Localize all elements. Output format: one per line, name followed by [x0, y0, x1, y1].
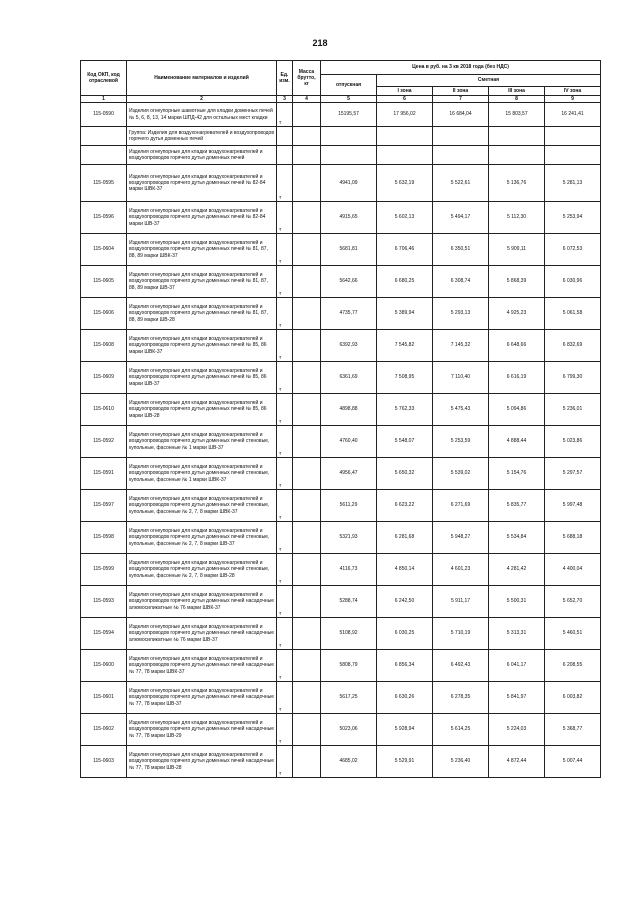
- row-mass: [293, 682, 321, 714]
- row-mass: [293, 458, 321, 490]
- row-release-price: 5617,25: [321, 682, 377, 714]
- header-code: Код ОКП, код отраслевой: [81, 61, 127, 96]
- table-row: [81, 522, 601, 554]
- row-name: Изделия огнеупорные для кладки воздухонагревателей и воздухопроводов горячего дутья доменных печей № 81, 87, 88, 89 марки ШВ-28: [127, 298, 277, 330]
- row-code: 115-0592: [81, 426, 127, 458]
- col-number: 3: [277, 96, 293, 103]
- row-zone-2-price: [433, 146, 489, 165]
- row-zone-1-price: 4 850,14: [377, 554, 433, 586]
- table-row: [81, 394, 601, 426]
- row-zone-3-price: 15 803,57: [489, 103, 545, 127]
- row-release-price: 4735,77: [321, 298, 377, 330]
- row-mass: [293, 146, 321, 165]
- row-zone-2-price: 5 494,17: [433, 202, 489, 234]
- row-zone-1-price: 5 602,13: [377, 202, 433, 234]
- row-zone-3-price: [489, 146, 545, 165]
- row-zone-4-price: 5 368,77: [545, 714, 601, 746]
- table-row: [81, 458, 601, 490]
- row-code: 115-0606: [81, 298, 127, 330]
- table-row: [81, 490, 601, 522]
- table-row: [81, 298, 601, 330]
- row-unit: т: [277, 490, 293, 522]
- row-zone-2-price: 5 293,13: [433, 298, 489, 330]
- row-zone-4-price: 5 688,18: [545, 522, 601, 554]
- row-zone-2-price: 5 710,19: [433, 618, 489, 650]
- row-zone-3-price: 4 925,23: [489, 298, 545, 330]
- row-zone-3-price: 5 154,76: [489, 458, 545, 490]
- row-code: 115-0595: [81, 165, 127, 202]
- row-zone-1-price: 5 548,07: [377, 426, 433, 458]
- row-unit: т: [277, 234, 293, 266]
- row-unit: [277, 146, 293, 165]
- row-zone-1-price: 5 762,33: [377, 394, 433, 426]
- table-row: [81, 127, 601, 146]
- row-zone-4-price: 5 061,58: [545, 298, 601, 330]
- row-name: Изделия огнеупорные для кладки воздухонагревателей и воздухопроводов горячего дутья доменных печей насадочные № 77, 78 марки ШВ-37: [127, 682, 277, 714]
- table-row: [81, 746, 601, 778]
- row-code: 115-0594: [81, 618, 127, 650]
- col-number: 9: [545, 96, 601, 103]
- row-zone-1-price: 5 650,32: [377, 458, 433, 490]
- row-zone-1-price: 7 545,82: [377, 330, 433, 362]
- row-unit: т: [277, 298, 293, 330]
- row-code: 115-0590: [81, 103, 127, 127]
- row-mass: [293, 127, 321, 146]
- row-code: 115-0605: [81, 266, 127, 298]
- row-code: 115-0599: [81, 554, 127, 586]
- row-code: [81, 146, 127, 165]
- column-number-row: [81, 96, 601, 103]
- row-release-price: 5642,66: [321, 266, 377, 298]
- row-unit: т: [277, 650, 293, 682]
- row-mass: [293, 650, 321, 682]
- row-name: Изделия огнеупорные для кладки воздухонагревателей и воздухопроводов горячего дутья доменных печей стеновые, купольные, фасонные № 2, 7, 8 марки ШВ-28: [127, 554, 277, 586]
- row-name: Изделия огнеупорные для кладки воздухонагревателей и воздухопроводов горячего дутья доменных печей насадочные алюмосиликатные № 76 марки ШВК-37: [127, 586, 277, 618]
- row-zone-4-price: 5 652,70: [545, 586, 601, 618]
- row-zone-3-price: 6 616,19: [489, 362, 545, 394]
- row-code: 115-0597: [81, 490, 127, 522]
- row-zone-2-price: 6 308,74: [433, 266, 489, 298]
- row-mass: [293, 103, 321, 127]
- table-row: [81, 426, 601, 458]
- row-zone-4-price: 5 023,86: [545, 426, 601, 458]
- row-zone-4-price: 5 997,48: [545, 490, 601, 522]
- row-zone-1-price: 6 030,25: [377, 618, 433, 650]
- row-zone-2-price: 16 684,04: [433, 103, 489, 127]
- row-mass: [293, 554, 321, 586]
- row-release-price: 4760,40: [321, 426, 377, 458]
- row-zone-2-price: 5 539,02: [433, 458, 489, 490]
- header-zone-4: IV зона: [545, 87, 601, 96]
- row-zone-4-price: 5 281,13: [545, 165, 601, 202]
- row-zone-4-price: 16 241,41: [545, 103, 601, 127]
- row-code: 115-0603: [81, 746, 127, 778]
- table-row: [81, 330, 601, 362]
- row-zone-3-price: 5 112,30: [489, 202, 545, 234]
- header-price: Цена в руб. на 3 кв 2018 года (без НДС): [321, 61, 601, 75]
- row-zone-4-price: 5 253,94: [545, 202, 601, 234]
- header-unit: Ед. изм.: [277, 61, 293, 96]
- row-name: Изделия огнеупорные для кладки воздухонагревателей и воздухопроводов горячего дутья доменных печей стеновые, купольные, фасонные № 1 марки ШВ-37: [127, 426, 277, 458]
- row-unit: т: [277, 330, 293, 362]
- row-zone-2-price: [433, 127, 489, 146]
- row-zone-3-price: [489, 127, 545, 146]
- header-zone-2: II зона: [433, 87, 489, 96]
- row-release-price: 6392,93: [321, 330, 377, 362]
- row-zone-1-price: [377, 127, 433, 146]
- row-release-price: 5108,92: [321, 618, 377, 650]
- row-code: 115-0602: [81, 714, 127, 746]
- row-zone-2-price: 6 271,69: [433, 490, 489, 522]
- row-zone-2-price: 5 475,43: [433, 394, 489, 426]
- header-zone-3: III зона: [489, 87, 545, 96]
- row-zone-2-price: 7 145,32: [433, 330, 489, 362]
- table-row: [81, 202, 601, 234]
- row-unit: т: [277, 394, 293, 426]
- table-row: [81, 682, 601, 714]
- row-zone-1-price: 6 680,25: [377, 266, 433, 298]
- row-zone-4-price: 6 208,55: [545, 650, 601, 682]
- row-zone-4-price: 6 799,30: [545, 362, 601, 394]
- row-zone-2-price: 5 614,25: [433, 714, 489, 746]
- row-unit: т: [277, 103, 293, 127]
- row-mass: [293, 298, 321, 330]
- row-zone-3-price: 5 909,11: [489, 234, 545, 266]
- row-mass: [293, 394, 321, 426]
- row-unit: т: [277, 458, 293, 490]
- row-name: Изделия огнеупорные для кладки воздухонагревателей и воздухопроводов горячего дутья доменных печей насадочные № 77, 78 марки ШВ-29: [127, 714, 277, 746]
- table-row: [81, 586, 601, 618]
- page-number: 218: [312, 38, 328, 48]
- row-name: Изделия огнеупорные для кладки воздухонагревателей и воздухопроводов горячего дутья доменных печей № 85, 86 марки ШВК-37: [127, 330, 277, 362]
- row-unit: т: [277, 362, 293, 394]
- row-zone-2-price: 6 278,35: [433, 682, 489, 714]
- row-release-price: [321, 146, 377, 165]
- row-release-price: 15195,57: [321, 103, 377, 127]
- row-unit: [277, 127, 293, 146]
- row-zone-3-price: 5 868,39: [489, 266, 545, 298]
- row-zone-1-price: 6 630,26: [377, 682, 433, 714]
- row-zone-3-price: 6 041,17: [489, 650, 545, 682]
- row-name: Изделия огнеупорные для кладки воздухонагревателей и воздухопроводов горячего дутья доменных печей насадочные № 77, 78 марки ШВК-37: [127, 650, 277, 682]
- row-release-price: 5611,29: [321, 490, 377, 522]
- row-mass: [293, 714, 321, 746]
- header-release: отпускная: [321, 75, 377, 96]
- table-row: [81, 103, 601, 127]
- price-table: [80, 60, 601, 778]
- row-zone-1-price: 7 508,95: [377, 362, 433, 394]
- row-zone-2-price: 5 522,61: [433, 165, 489, 202]
- row-name: Изделия огнеупорные для кладки воздухонагревателей и воздухопроводов горячего дутья доменных печей насадочные № 77, 78 марки ШВ-28: [127, 746, 277, 778]
- col-number: 8: [489, 96, 545, 103]
- row-zone-1-price: 6 281,68: [377, 522, 433, 554]
- row-zone-1-price: 6 623,22: [377, 490, 433, 522]
- row-zone-4-price: 5 007,44: [545, 746, 601, 778]
- row-release-price: 5808,79: [321, 650, 377, 682]
- col-number: 5: [321, 96, 377, 103]
- row-name: Изделия огнеупорные для кладки воздухонагревателей и воздухопроводов горячего дутья доменных печей стеновые, купольные, фасонные № 1 марки ШВК-37: [127, 458, 277, 490]
- row-name: Изделия огнеупорные для кладки воздухонагревателей и воздухопроводов горячего дутья доменных печей стеновые, купольные, фасонные № 2, 7, 8 марки ШВ-37: [127, 522, 277, 554]
- row-zone-2-price: 4 601,23: [433, 554, 489, 586]
- row-code: 115-0604: [81, 234, 127, 266]
- row-mass: [293, 202, 321, 234]
- row-zone-1-price: 17 956,02: [377, 103, 433, 127]
- header-estimated: Сметная: [377, 75, 601, 87]
- table-row: [81, 146, 601, 165]
- row-unit: т: [277, 714, 293, 746]
- row-code: 115-0598: [81, 522, 127, 554]
- row-code: 115-0591: [81, 458, 127, 490]
- col-number: 2: [127, 96, 277, 103]
- row-name: Изделия огнеупорные для кладки воздухонагревателей и воздухопроводов горячего дутья доменных печей № 81, 87, 88, 89 марки ШВК-37: [127, 234, 277, 266]
- row-zone-3-price: 5 136,76: [489, 165, 545, 202]
- row-zone-1-price: 5 632,19: [377, 165, 433, 202]
- row-zone-2-price: 6 350,51: [433, 234, 489, 266]
- table-row: [81, 266, 601, 298]
- row-zone-1-price: 6 242,50: [377, 586, 433, 618]
- row-unit: т: [277, 522, 293, 554]
- row-zone-3-price: 5 094,86: [489, 394, 545, 426]
- row-name: Группа: Изделия для воздухонагревателей и воздухопроводов горячего дутья доменных печей: [127, 127, 277, 146]
- row-name: Изделия огнеупорные для кладки воздухонагревателей и воздухопроводов горячего дутья доменных печей стеновые, купольные, фасонные № 2, 7, 8 марки ШВК-37: [127, 490, 277, 522]
- row-zone-4-price: 6 003,82: [545, 682, 601, 714]
- row-unit: т: [277, 426, 293, 458]
- row-zone-2-price: 5 948,27: [433, 522, 489, 554]
- table-row: [81, 165, 601, 202]
- row-mass: [293, 362, 321, 394]
- row-code: 115-0610: [81, 394, 127, 426]
- row-zone-2-price: 5 253,59: [433, 426, 489, 458]
- row-mass: [293, 490, 321, 522]
- row-unit: т: [277, 586, 293, 618]
- row-code: 115-0593: [81, 586, 127, 618]
- row-zone-4-price: 6 030,96: [545, 266, 601, 298]
- row-zone-2-price: 6 492,43: [433, 650, 489, 682]
- row-unit: т: [277, 746, 293, 778]
- row-zone-3-price: 4 281,42: [489, 554, 545, 586]
- row-mass: [293, 234, 321, 266]
- row-code: 115-0601: [81, 682, 127, 714]
- row-name: Изделия огнеупорные для кладки воздухонагревателей и воздухопроводов горячего дутья доменных печей № 81, 87, 88, 89 марки ШВ-37: [127, 266, 277, 298]
- row-zone-4-price: 5 460,51: [545, 618, 601, 650]
- row-zone-1-price: 6 856,34: [377, 650, 433, 682]
- row-release-price: 4956,47: [321, 458, 377, 490]
- row-mass: [293, 586, 321, 618]
- row-unit: т: [277, 165, 293, 202]
- row-zone-1-price: [377, 146, 433, 165]
- row-zone-2-price: 7 110,40: [433, 362, 489, 394]
- row-release-price: 4915,65: [321, 202, 377, 234]
- row-unit: т: [277, 618, 293, 650]
- row-zone-3-price: 4 872,44: [489, 746, 545, 778]
- table-row: [81, 714, 601, 746]
- table-row: [81, 554, 601, 586]
- row-zone-3-price: 4 888,44: [489, 426, 545, 458]
- row-release-price: 5288,74: [321, 586, 377, 618]
- row-zone-3-price: 5 841,97: [489, 682, 545, 714]
- row-unit: т: [277, 266, 293, 298]
- col-number: 7: [433, 96, 489, 103]
- row-release-price: 5681,81: [321, 234, 377, 266]
- row-zone-3-price: 6 648,66: [489, 330, 545, 362]
- header-zone-1: I зона: [377, 87, 433, 96]
- row-code: 115-0596: [81, 202, 127, 234]
- row-name: Изделия огнеупорные для кладки воздухонагревателей и воздухопроводов горячего дутья доменных печей № 85, 86 марки ШВ-28: [127, 394, 277, 426]
- table-row: [81, 618, 601, 650]
- col-number: 4: [293, 96, 321, 103]
- row-unit: т: [277, 682, 293, 714]
- row-release-price: [321, 127, 377, 146]
- row-zone-1-price: 5 389,94: [377, 298, 433, 330]
- row-mass: [293, 746, 321, 778]
- row-mass: [293, 426, 321, 458]
- header-mass: Масса брутто, кг: [293, 61, 321, 96]
- row-release-price: 5023,06: [321, 714, 377, 746]
- row-mass: [293, 522, 321, 554]
- row-release-price: 4685,02: [321, 746, 377, 778]
- row-zone-1-price: 6 706,46: [377, 234, 433, 266]
- row-code: 115-0608: [81, 330, 127, 362]
- row-zone-4-price: [545, 146, 601, 165]
- row-release-price: 4116,73: [321, 554, 377, 586]
- row-zone-3-price: 5 500,31: [489, 586, 545, 618]
- row-code: 115-0600: [81, 650, 127, 682]
- row-release-price: 5321,93: [321, 522, 377, 554]
- row-name: Изделия огнеупорные для кладки воздухонагревателей и воздухопроводов горячего дутья доменных печей № 82-84 марки ШВ-37: [127, 202, 277, 234]
- row-zone-3-price: 5 224,03: [489, 714, 545, 746]
- row-code: [81, 127, 127, 146]
- row-zone-4-price: 5 297,57: [545, 458, 601, 490]
- row-zone-4-price: 6 072,53: [545, 234, 601, 266]
- table-row: [81, 650, 601, 682]
- row-zone-4-price: [545, 127, 601, 146]
- col-number: 1: [81, 96, 127, 103]
- row-name: Изделия огнеупорные для кладки воздухонагревателей и воздухопроводов горячего дутья доменных печей насадочные алюмосиликатные № 76 марки ШВ-37: [127, 618, 277, 650]
- row-mass: [293, 330, 321, 362]
- row-unit: т: [277, 202, 293, 234]
- row-name: Изделия огнеупорные шамотные для кладки доменных печей № 5, 6, 8, 13, 14 марки ШПД-42 для остальных мест кладки: [127, 103, 277, 127]
- row-release-price: 4941,09: [321, 165, 377, 202]
- row-name: Изделия огнеупорные для кладки воздухонагревателей и воздухопроводов горячего дутья доменных печей № 85, 86 марки ШВ-37: [127, 362, 277, 394]
- row-zone-1-price: 5 529,91: [377, 746, 433, 778]
- row-mass: [293, 266, 321, 298]
- row-zone-3-price: 5 835,77: [489, 490, 545, 522]
- row-release-price: 6361,69: [321, 362, 377, 394]
- row-mass: [293, 618, 321, 650]
- row-zone-4-price: 5 236,01: [545, 394, 601, 426]
- row-mass: [293, 165, 321, 202]
- row-name: Изделия огнеупорные для кладки воздухонагревателей и воздухопроводов горячего дутья доменных печей: [127, 146, 277, 165]
- row-zone-2-price: 5 236,40: [433, 746, 489, 778]
- row-zone-1-price: 5 928,94: [377, 714, 433, 746]
- row-release-price: 4898,88: [321, 394, 377, 426]
- row-zone-2-price: 5 911,17: [433, 586, 489, 618]
- row-zone-4-price: 6 832,69: [545, 330, 601, 362]
- row-zone-3-price: 5 534,84: [489, 522, 545, 554]
- row-name: Изделия огнеупорные для кладки воздухонагревателей и воздухопроводов горячего дутья доменных печей № 82-84 марки ШВК-37: [127, 165, 277, 202]
- col-number: 6: [377, 96, 433, 103]
- table-row: [81, 234, 601, 266]
- header-name: Наименование материалов и изделий: [127, 61, 277, 96]
- row-code: 115-0609: [81, 362, 127, 394]
- table-row: [81, 362, 601, 394]
- row-zone-3-price: 5 313,31: [489, 618, 545, 650]
- row-unit: т: [277, 554, 293, 586]
- row-zone-4-price: 4 400,04: [545, 554, 601, 586]
